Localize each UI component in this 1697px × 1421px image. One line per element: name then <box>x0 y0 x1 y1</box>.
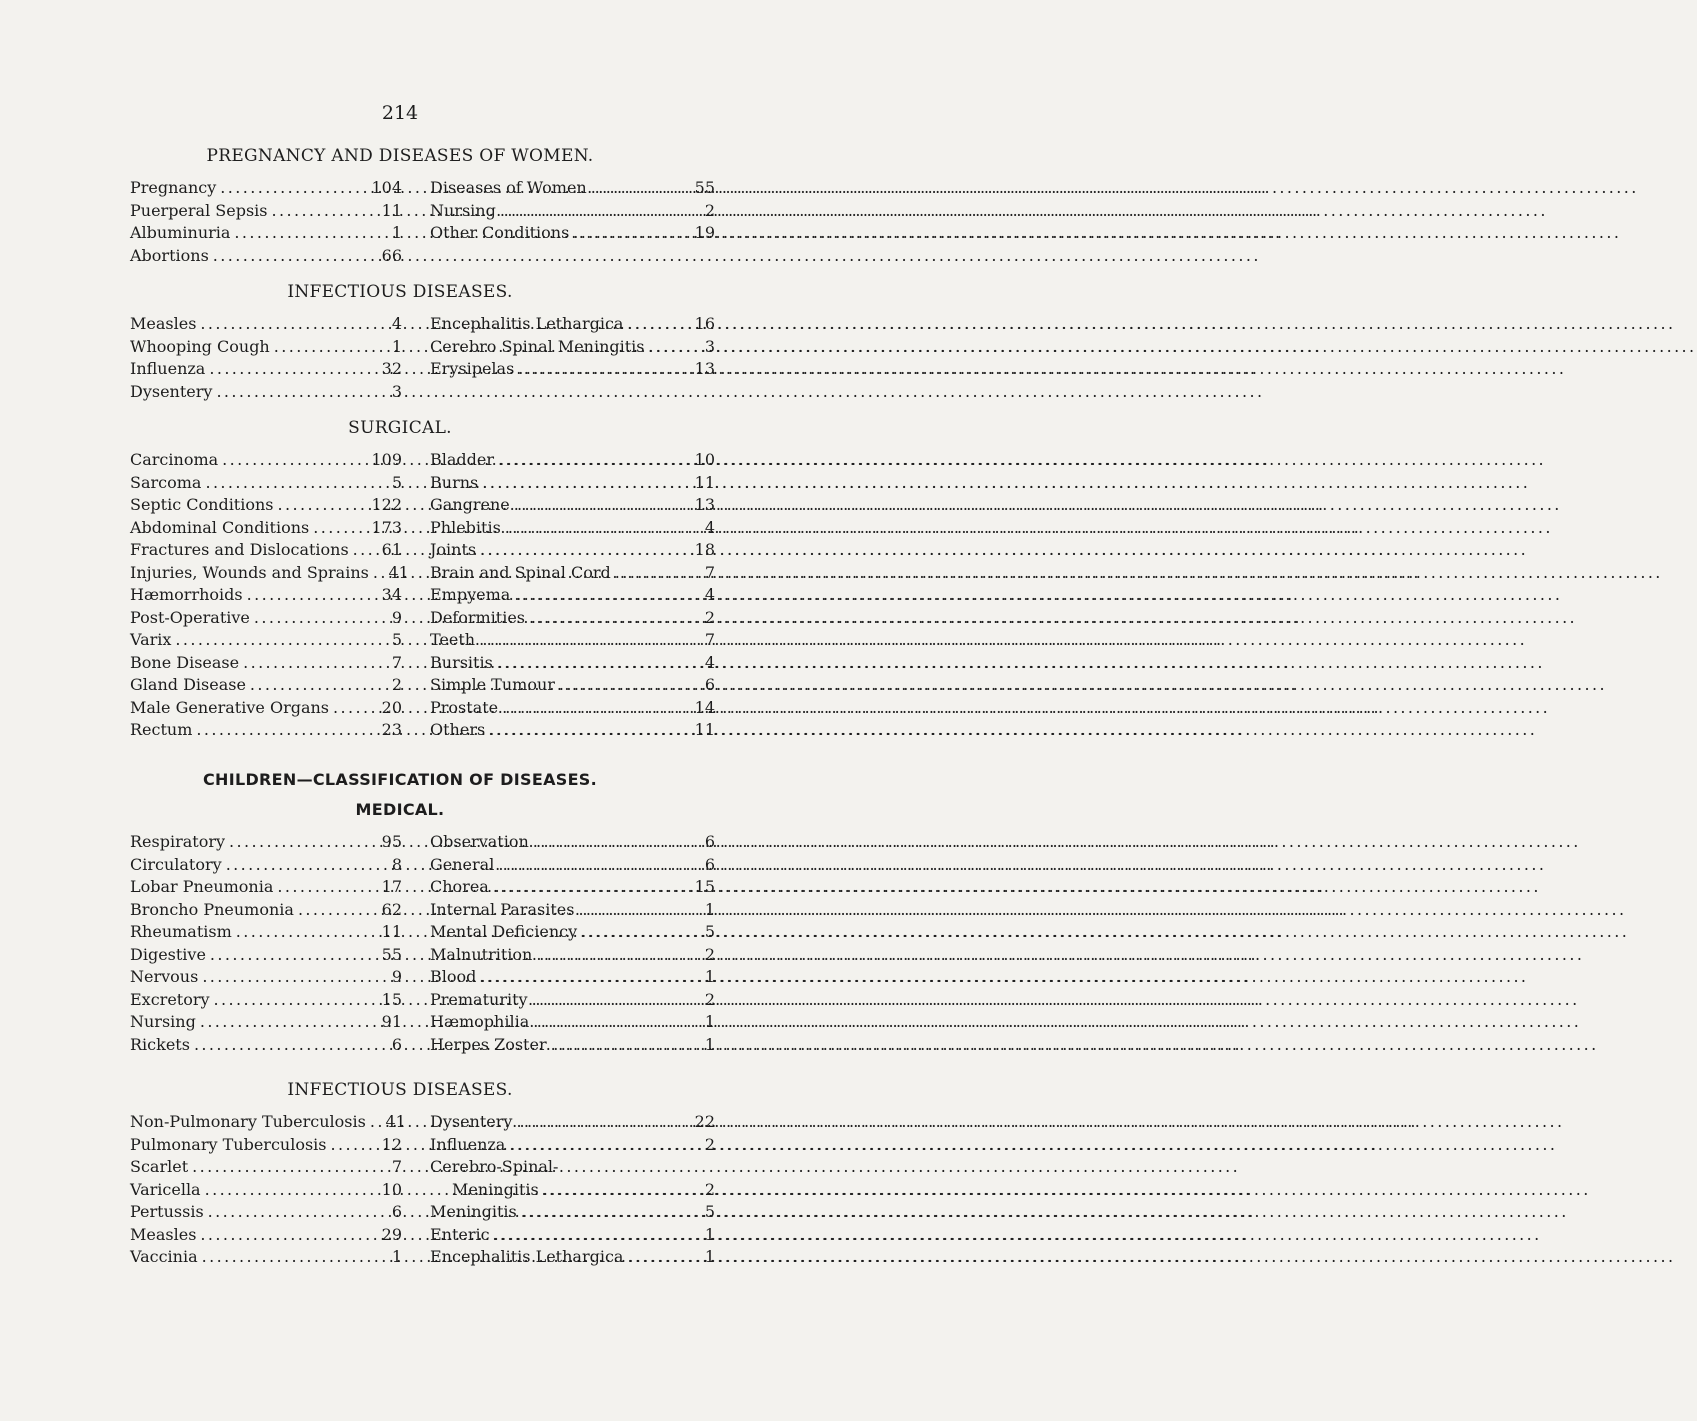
table-row: Mental Deficiency ..... 5 <box>430 922 715 945</box>
table-row: Rectum ..... 23 <box>130 720 402 743</box>
table-row: Varix ..... 5 <box>130 630 402 653</box>
table-row: Brain and Spinal Cord ..... 7 <box>430 563 715 586</box>
table-row: Meningitis ..... 5 <box>430 1202 715 1225</box>
page-number: 214 <box>381 102 419 124</box>
pregnancy-right-column <box>430 178 715 246</box>
table-row: Bladder ..... 10 <box>430 450 715 473</box>
table-row: Joints ..... 18 <box>430 540 715 563</box>
surgical-left-column <box>130 450 409 743</box>
table-row: Observation ..... 6 <box>430 832 715 855</box>
table-row: Circulatory ..... 8 <box>130 855 402 878</box>
table-row: Varicella ..... 10 <box>130 1180 402 1203</box>
table-row: Internal Parasites ..... 1 <box>430 900 715 923</box>
table-row: Influenza ..... 32 <box>130 359 402 382</box>
table-row: Abdominal Conditions ..... 173 <box>130 518 402 541</box>
infectious-right-column <box>430 314 715 382</box>
pregnancy-left-column <box>130 178 402 268</box>
table-row: Non-Pulmonary Tuberculosis ..... 41 <box>130 1112 402 1135</box>
table-row: Digestive ..... 55 <box>130 945 402 968</box>
table-row: Dysentery ..... 3 <box>130 382 402 405</box>
table-row: Fractures and Dislocations ..... 61 <box>130 540 402 563</box>
section-subheading-medical: MEDICAL. <box>355 800 445 819</box>
table-row: Chorea ..... 15 <box>430 877 715 900</box>
table-row: Carcinoma ..... 109 <box>130 450 402 473</box>
table-row: Simple Tumour ..... 6 <box>430 675 715 698</box>
table-row: Encephalitis Lethargica ..... 1 <box>430 1247 715 1270</box>
table-row: Influenza ..... 2 <box>430 1135 715 1158</box>
table-row: Nursing ..... 91 <box>130 1012 402 1035</box>
table-row: Rickets ..... 6 <box>130 1035 402 1058</box>
table-row: Pregnancy ..... 104 <box>130 178 402 201</box>
children-infectious-right-column <box>430 1112 715 1270</box>
table-row: Cerebro-Spinal- <box>430 1157 559 1176</box>
table-row: Broncho Pneumonia ..... 62 <box>130 900 402 923</box>
children-medical-left-column <box>130 832 402 1057</box>
table-row: Post-Operative ..... 9 <box>130 608 402 631</box>
table-row: Pertussis ..... 6 <box>130 1202 402 1225</box>
table-row: Rheumatism ..... 11 <box>130 922 402 945</box>
section-heading-children-infectious-diseases: INFECTIOUS DISEASES. <box>287 1080 513 1100</box>
table-row: Gangrene ..... 13 <box>430 495 715 518</box>
section-heading-infectious-diseases: INFECTIOUS DISEASES. <box>287 282 513 302</box>
children-infectious-left-column <box>130 1112 406 1270</box>
table-row: Respiratory ..... 95 <box>130 832 402 855</box>
table-row: Bone Disease ..... 7 <box>130 653 402 676</box>
table-row: Others ..... 11 <box>430 720 715 743</box>
table-row: Meningitis ..... 2 <box>430 1180 715 1203</box>
table-row: Lobar Pneumonia ..... 17 <box>130 877 402 900</box>
table-row: Phlebitis ..... 4 <box>430 518 715 541</box>
table-row: Pulmonary Tuberculosis ..... 12 <box>130 1135 402 1158</box>
table-row: Prostate ..... 14 <box>430 698 715 721</box>
table-row: Blood ..... 1 <box>430 967 715 990</box>
table-row: Herpes Zoster ..... 1 <box>430 1035 715 1058</box>
table-row: General ..... 6 <box>430 855 715 878</box>
table-row: Hæmophilia ..... 1 <box>430 1012 715 1035</box>
table-row: Albuminuria ..... 1 <box>130 223 402 246</box>
table-row: Nervous ..... 9 <box>130 967 402 990</box>
table-row: Other Conditions ..... 19 <box>430 223 715 246</box>
table-row: Measles ..... 29 <box>130 1225 402 1248</box>
table-row: Teeth ..... 7 <box>430 630 715 653</box>
section-heading-surgical: SURGICAL. <box>348 418 452 438</box>
table-row: Abortions ..... 66 <box>130 246 402 269</box>
table-row: Diseases of Women ..... 55 <box>430 178 715 201</box>
surgical-right-column <box>430 450 715 743</box>
table-row: Cerebro Spinal Meningitis ..... 3 <box>430 337 715 360</box>
table-row: Injuries, Wounds and Sprains ..... 41 <box>130 563 402 586</box>
table-row: Bursitis ..... 4 <box>430 653 715 676</box>
table-row: Enteric ..... 1 <box>430 1225 715 1248</box>
table-row: Vaccinia ..... 1 <box>130 1247 402 1270</box>
table-row: Malnutrition ..... 2 <box>430 945 715 968</box>
table-row: Hæmorrhoids ..... 34 <box>130 585 402 608</box>
table-row: Gland Disease ..... 2 <box>130 675 402 698</box>
table-row: Prematurity ..... 2 <box>430 990 715 1013</box>
table-row: Scarlet ..... 7 <box>130 1157 402 1180</box>
children-medical-right-column <box>430 832 715 1057</box>
table-row: Dysentery ..... 22 <box>430 1112 715 1135</box>
table-row: Encephalitis Lethargica ..... 16 <box>430 314 715 337</box>
section-heading-children-classification: CHILDREN—CLASSIFICATION OF DISEASES. <box>202 770 598 789</box>
infectious-left-column <box>130 314 402 404</box>
table-row: Nursing ..... 2 <box>430 201 715 224</box>
table-row: Septic Conditions ..... 122 <box>130 495 402 518</box>
table-row: Deformities ..... 2 <box>430 608 715 631</box>
table-row: Excretory ..... 15 <box>130 990 402 1013</box>
section-heading-pregnancy: PREGNANCY AND DISEASES OF WOMEN. <box>206 146 594 166</box>
table-row: Sarcoma ..... 5 <box>130 473 402 496</box>
table-row: Erysipelas ..... 13 <box>430 359 715 382</box>
table-row: Measles ..... 4 <box>130 314 402 337</box>
table-row: Empyema ..... 4 <box>430 585 715 608</box>
table-row: Puerperal Sepsis ..... 11 <box>130 201 402 224</box>
table-row: Male Generative Organs ..... 20 <box>130 698 402 721</box>
table-row: Whooping Cough ..... 1 <box>130 337 402 360</box>
table-row: Burns ..... 11 <box>430 473 715 496</box>
